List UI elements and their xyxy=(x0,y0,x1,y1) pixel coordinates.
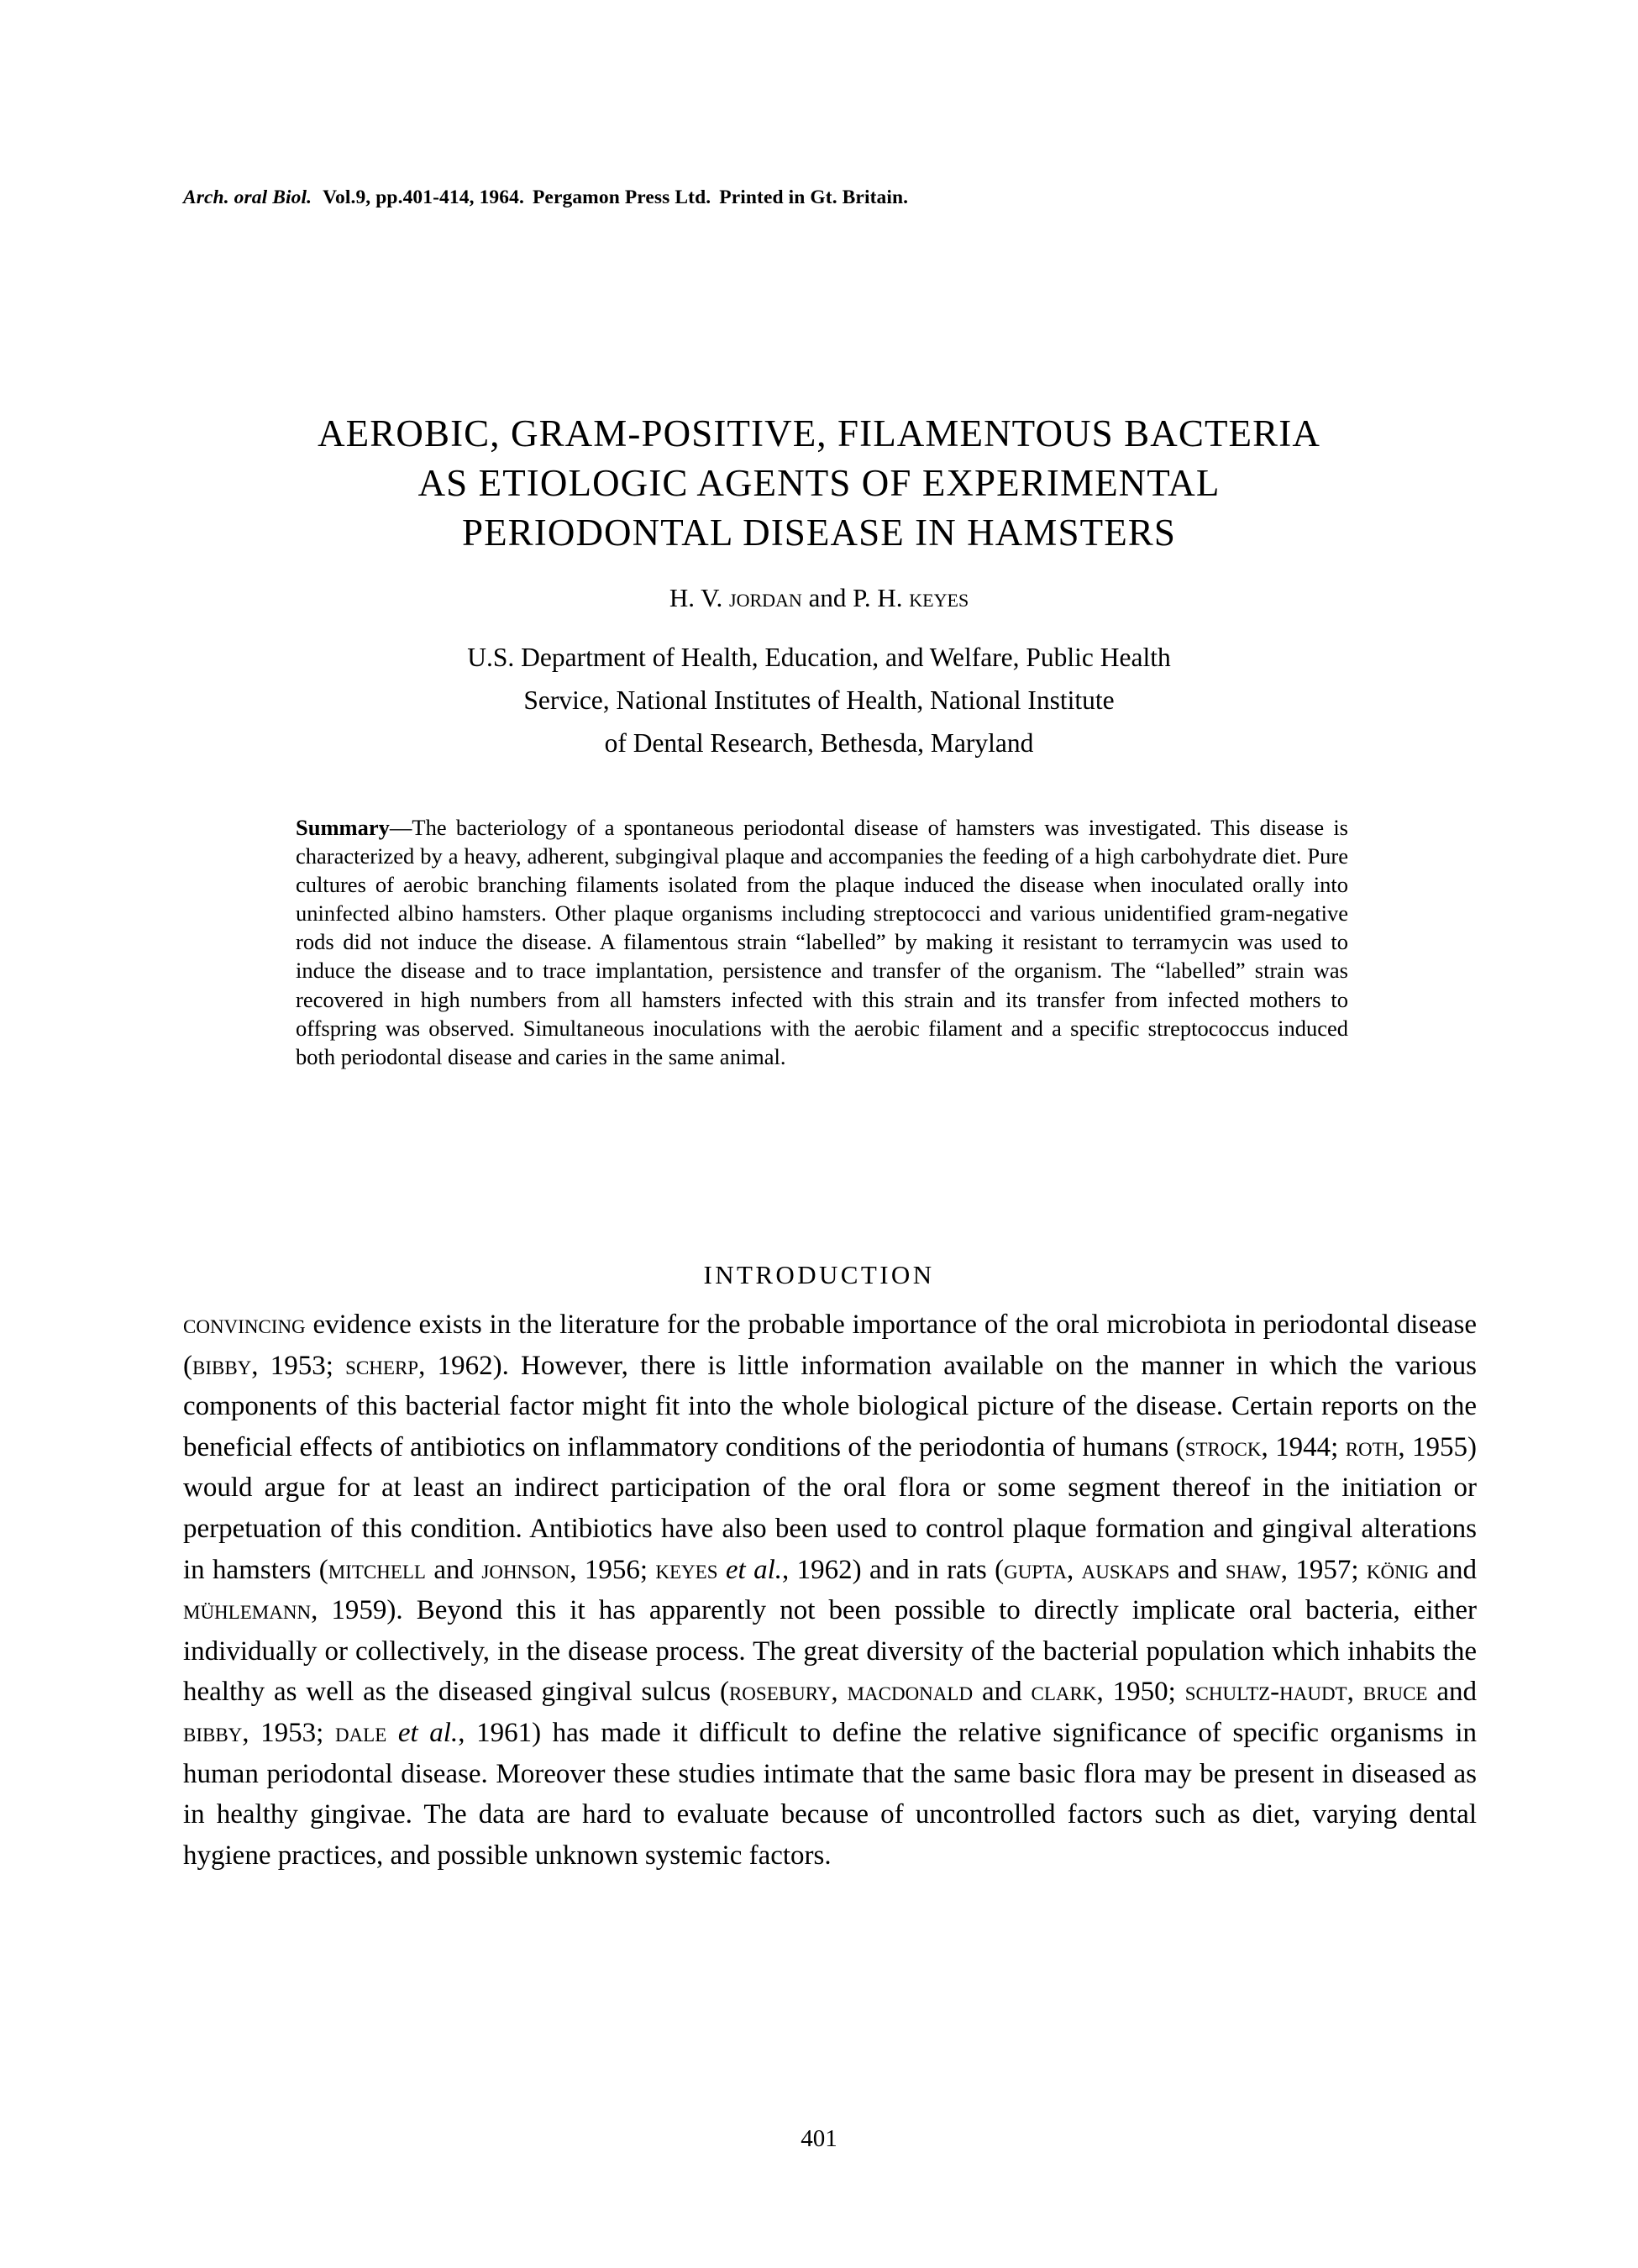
citation-strock: strock xyxy=(1184,1431,1262,1462)
author-list xyxy=(0,581,1638,615)
intro-seg-13: , 1957; xyxy=(1280,1554,1367,1585)
intro-seg-18: , 1950; xyxy=(1096,1677,1185,1708)
abstract-summary xyxy=(296,813,1348,1071)
section-heading-introduction: INTRODUCTION xyxy=(703,1260,935,1289)
intro-seg-21: , 1953; xyxy=(242,1717,335,1748)
intro-seg-12: and xyxy=(1169,1554,1226,1585)
author-2-initials: P. H. xyxy=(853,583,910,612)
journal-running-header xyxy=(183,186,908,209)
article-title xyxy=(0,409,1638,558)
et-al-2: et al. xyxy=(397,1717,459,1748)
summary-dash: — xyxy=(389,815,412,840)
citation-rosebury: rosebury xyxy=(728,1677,832,1708)
citation-mitchell: mitchell xyxy=(328,1554,426,1585)
title-line-2: AS ETIOLOGIC AGENTS OF EXPERIMENTAL xyxy=(417,462,1221,504)
intro-seg-4: , 1962). However, there is little information available on the manner in which the various components of this bacterial factor might fit into the whole biological picture of the disease. Certain reports on the beneficial effects of antibiotics on inflammatory conditions of the periodontia of humans ( xyxy=(183,1350,1477,1462)
journal-printed-in: Printed in Gt. Britain. xyxy=(719,186,909,208)
affiliation-line-1: U.S. Department of Health, Education, and Welfare, Public Health xyxy=(467,643,1171,672)
intro-seg-17: and xyxy=(973,1677,1032,1708)
intro-seg-8: , 1956; xyxy=(570,1554,656,1585)
page-number: 401 xyxy=(801,2125,837,2152)
citation-gupta: gupta xyxy=(1004,1554,1067,1585)
intro-seg-19: , xyxy=(1347,1677,1363,1708)
affiliation-line-2: Service, National Institutes of Health, National Institute xyxy=(523,685,1115,715)
citation-clark: clark xyxy=(1031,1677,1097,1708)
citation-muhlemann: mühlemann xyxy=(183,1595,312,1626)
intro-seg-14: and xyxy=(1429,1554,1478,1585)
journal-volume: Vol.9, xyxy=(323,186,371,208)
intro-seg-2: evidence exists in the literature for the probable importance of the oral microbiota in periodontal disease ( xyxy=(183,1310,1477,1381)
affiliation-line-3: of Dental Research, Bethesda, Maryland xyxy=(604,728,1034,758)
citation-bibby-2: bibby xyxy=(183,1717,243,1748)
intro-seg-3: , 1953; xyxy=(251,1350,346,1381)
author-conjunction: and xyxy=(801,583,853,612)
opening-smallcaps: convincing xyxy=(183,1310,306,1340)
citation-macdonald: macdonald xyxy=(847,1677,974,1708)
journal-pages: pp.401-414, xyxy=(375,186,475,208)
journal-abbreviation: Arch. oral Biol. xyxy=(183,186,312,208)
intro-seg-6: , 1955) would argue for at least an indirect participation of the oral flora or some segment thereof in the initiation or perpetuation of this condition. Antibiotics have also been used to control plaque formation and gingival alterations in hamsters ( xyxy=(183,1431,1477,1585)
intro-seg-23: , 1961) has made it difficult to define the relative significance of specific organisms in human periodontal disease. Moreover these studies intimate that the same basic flora may be present in diseased as in healthy gingivae. The data are hard to evaluate because of uncontrolled factors such as diet, varying dental hygiene practices, and possible unknown systemic factors. xyxy=(183,1717,1478,1871)
citation-bibby: bibby xyxy=(192,1350,252,1381)
intro-seg-22 xyxy=(386,1718,398,1748)
author-affiliation xyxy=(0,636,1638,764)
title-line-1: AEROBIC, GRAM-POSITIVE, FILAMENTOUS BACTERIA xyxy=(318,412,1320,454)
citation-roth: roth xyxy=(1345,1431,1399,1462)
title-line-3: PERIODONTAL DISEASE IN HAMSTERS xyxy=(461,512,1177,554)
intro-seg-15: , 1959). Beyond this it has apparently not been possible to directly implicate oral bacteria, either individually or collectively, in the disease process. The great diversity of the bacterial population which inhabits the healthy as well as the diseased gingival sulcus ( xyxy=(183,1595,1477,1708)
intro-seg-5: , 1944; xyxy=(1261,1431,1346,1462)
citation-keyes: keyes xyxy=(655,1554,718,1585)
intro-seg-16: , xyxy=(831,1677,848,1708)
intro-seg-10: , 1962) and in rats ( xyxy=(782,1554,1005,1585)
citation-schultz-haudt: schultz-haudt xyxy=(1184,1677,1347,1708)
citation-dale: dale xyxy=(334,1717,387,1748)
citation-konig: könig xyxy=(1366,1554,1430,1585)
intro-seg-7: and xyxy=(425,1554,482,1585)
citation-scherp: scherp xyxy=(345,1350,419,1381)
intro-seg-9 xyxy=(718,1555,726,1585)
citation-johnson: johnson xyxy=(481,1554,570,1585)
summary-label: Summary xyxy=(296,815,390,840)
citation-bruce: bruce xyxy=(1362,1677,1428,1708)
intro-seg-20: and xyxy=(1427,1677,1478,1708)
journal-publisher: Pergamon Press Ltd. xyxy=(532,186,711,208)
author-1-initials: H. V. xyxy=(669,583,730,612)
summary-text: The bacteriology of a spontaneous periodontal disease of hamsters was investigated. This disease is characterized by a heavy, adherent, subgingival plaque and accompanies the feeding of a high carbohydrate diet. Pure cultures of aerobic branching filaments isolated from the plaque induced the disease when inoculated orally into uninfected albino hamsters. Other plaque organisms including streptococci and various unidentified gram-negative rods did not induce the disease. A filamentous strain “labelled” by making it resistant to terramycin was used to induce the disease and to trace implantation, persistence and transfer of the organism. The “labelled” strain was recovered in high numbers from all hamsters infected with this strain and its transfer from infected mothers to offspring was observed. Simultaneous inoculations with the aerobic filament and a specific streptococcus induced both periodontal disease and caries in the same animal. xyxy=(296,815,1348,1069)
citation-auskaps: auskaps xyxy=(1081,1554,1170,1585)
author-1-surname: jordan xyxy=(729,583,802,612)
et-al-1: et al. xyxy=(725,1554,783,1585)
journal-year: 1964. xyxy=(479,186,524,208)
author-2-surname: keyes xyxy=(909,583,969,612)
introduction-paragraph xyxy=(183,1305,1477,1876)
intro-seg-11: , xyxy=(1066,1554,1082,1585)
citation-shaw: shaw xyxy=(1225,1554,1281,1585)
